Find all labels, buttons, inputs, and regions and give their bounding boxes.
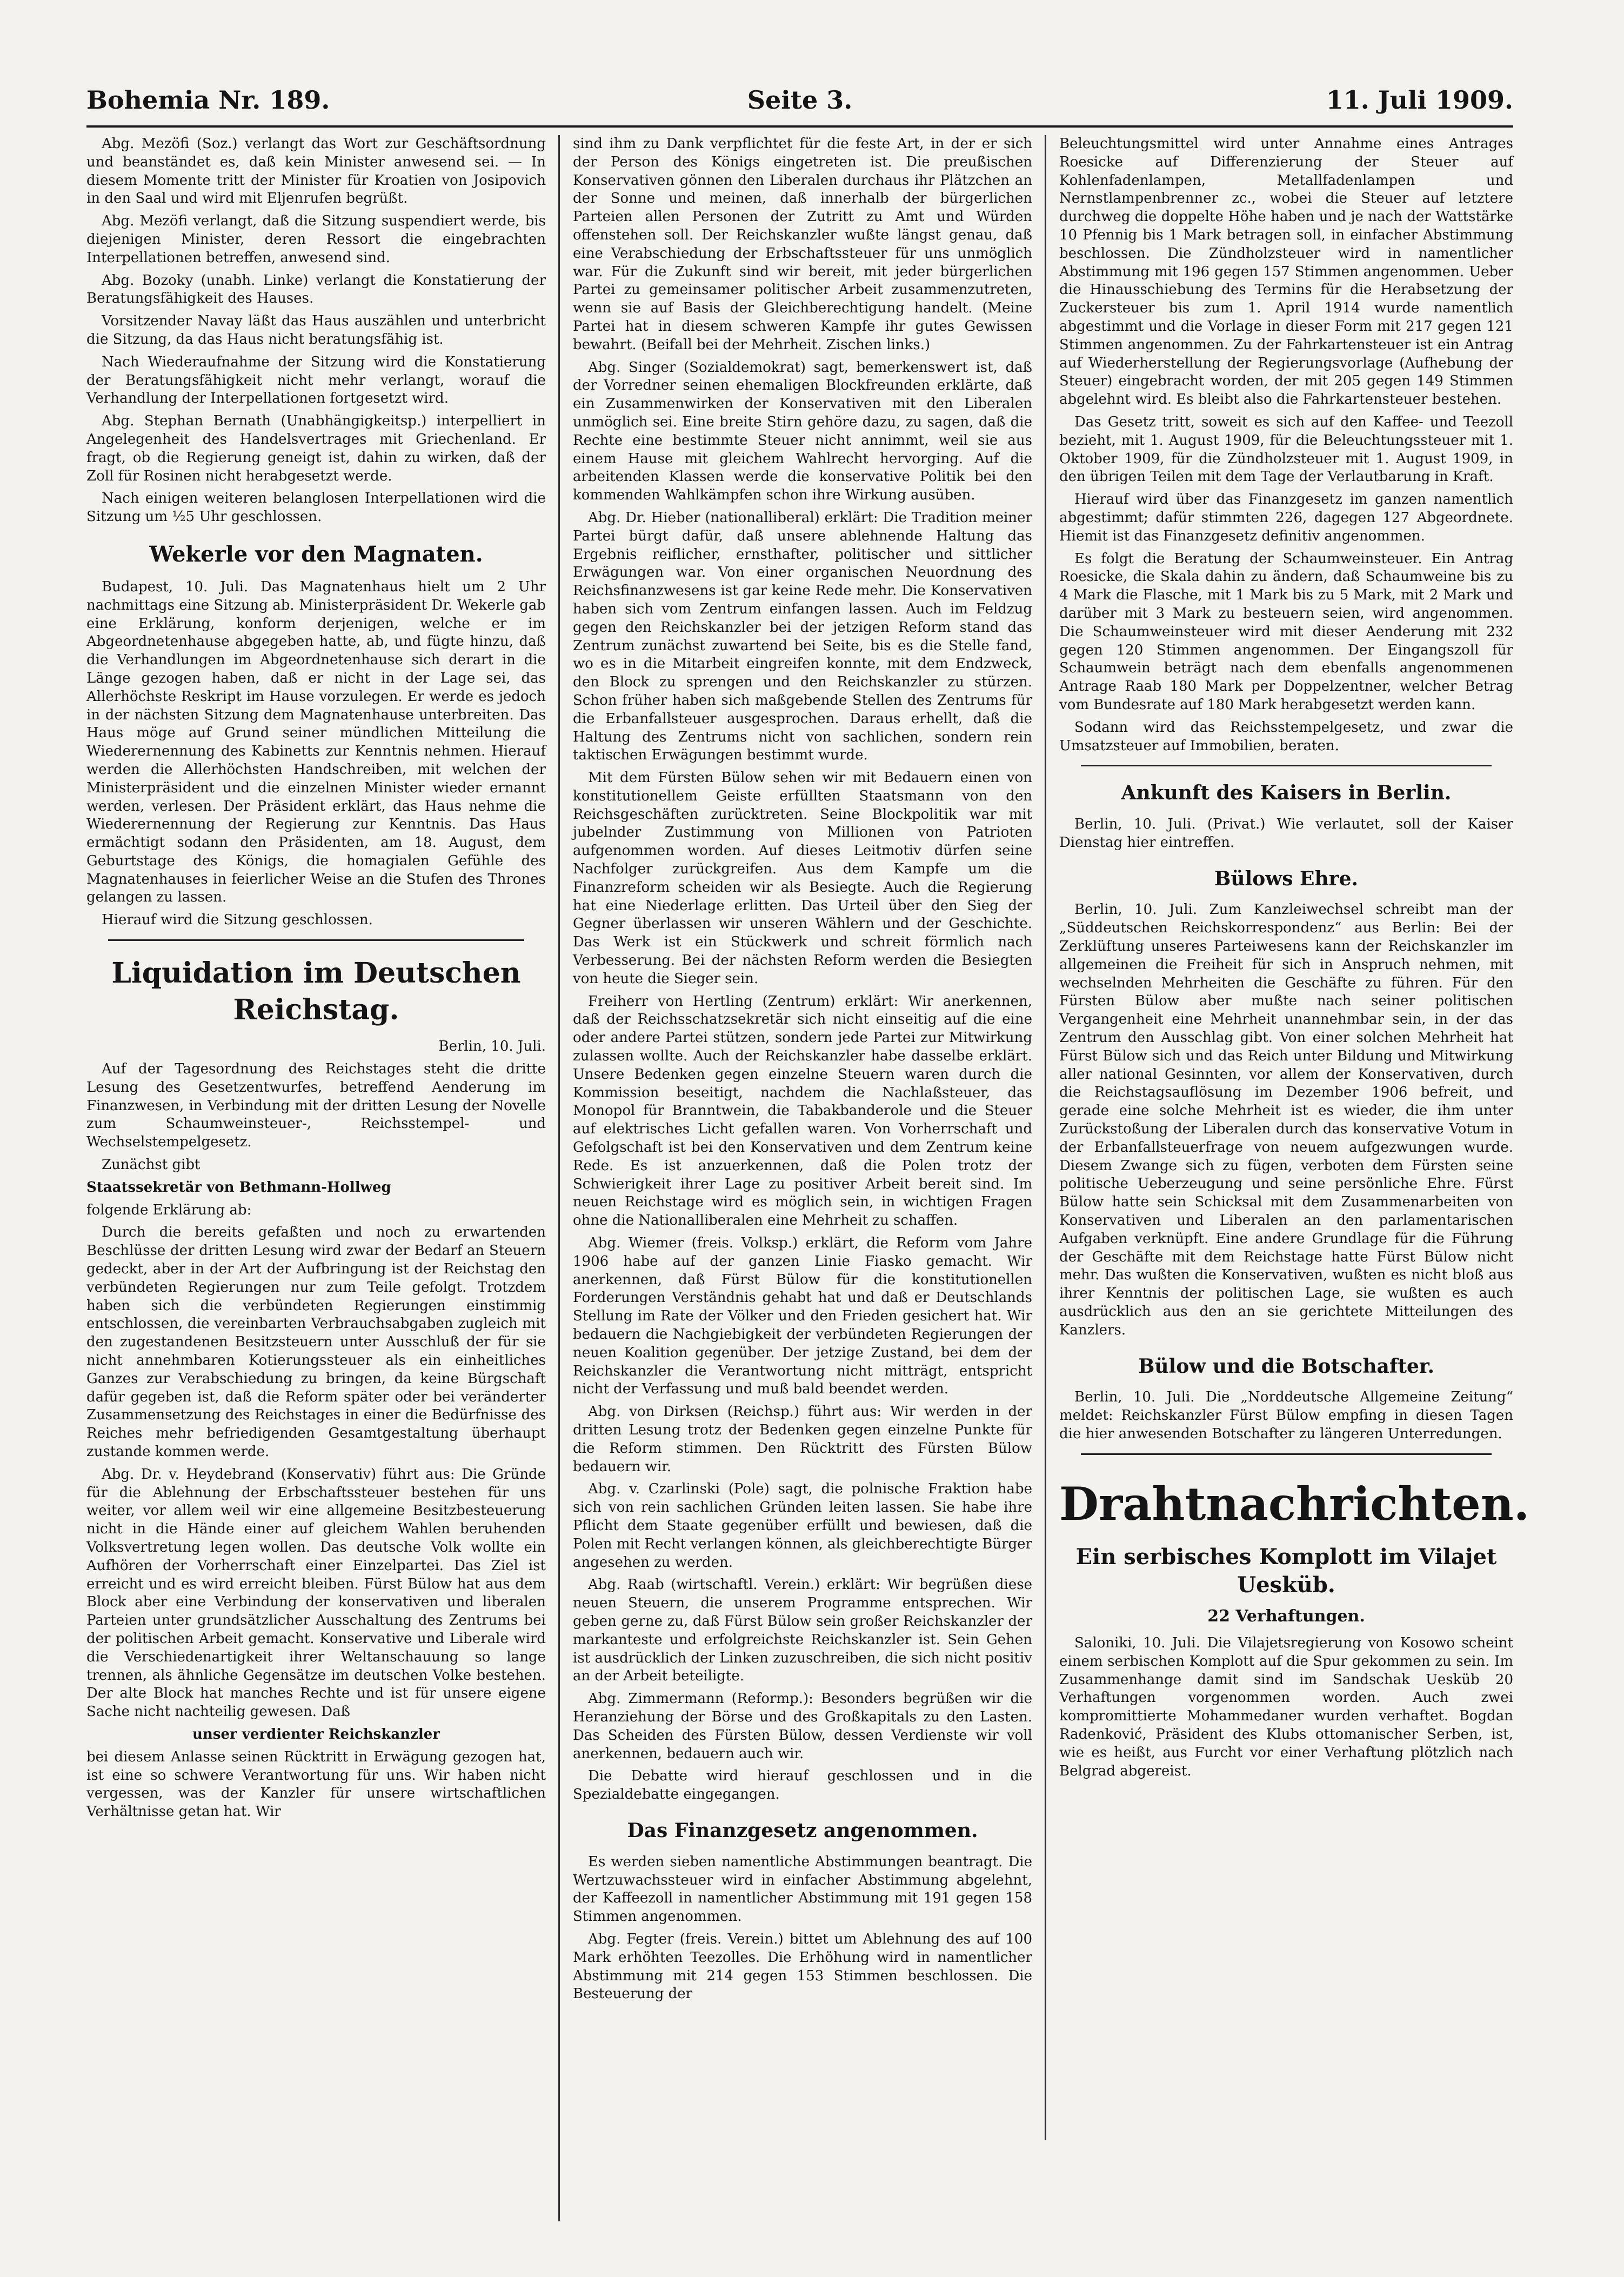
article-divider [1081,765,1492,766]
paragraph: Vorsitzender Navay läßt das Haus auszählen und unterbricht die Sitzung, da das Haus nicht beratungsfähig ist. [86,313,546,348]
paragraph: sind ihm zu Dank verpflichtet für die feste Art, in der er sich der Person des Königs eingetreten ist. Die preußischen Konservativen gönnen den Liberalen durchaus ihr Plätzchen an der Sonne und meinen, daß innerhalb der bürgerlichen Parteien allen Personen der Zutritt zu Amt und Würden offenstehen soll. Der Reichskanzler wußte längst genau, daß eine Verabschiedung der Erbschaftssteuer für uns unmöglich war. Für die Zukunft sind wir bereit, mit jeder bürgerlichen Partei zu gemeinsamer politischer Arbeit zusammenzutreten, wenn sie auf Basis der Gleichberechtigung handelt. (Meine Partei hat in diesem schweren Kampfe ihr gutes Gewissen bewahrt. (Beifall bei der Mehrheit. Zischen links.) [573,136,1032,353]
paragraph: Abg. v. Czarlinski (Pole) sagt, die polnische Fraktion habe sich von rein sachlichen Gründen leiten lassen. Sie habe ihre Pflicht dem Staate gegenüber erfüllt und bewiesen, daß die Polen mit Recht verlangen können, als gleichberechtigte Bürger angesehen zu werden. [573,1481,1032,1571]
headline-wekerle: Wekerle vor den Magnaten. [149,541,483,567]
section-divider [1081,1453,1492,1455]
paragraph: Auf der Tagesordnung des Reichstages steht die dritte Lesung des Gesetzentwurfes, betreffend Aenderung im Finanzwesen, in Verbindung mit der dritten Lesung der Novelle zum Schaumweinsteuer-, Reichsstempel- und Wechselstempelgesetz. [86,1061,546,1151]
paragraph: Abg. Dr. Hieber (nationalliberal) erklärt: Die Tradition meiner Partei bürgt dafür, daß unsere ablehnende Haltung das Ergebnis reiflicher, ernsthafter, politischer und sittlicher Erwägungen war. Von einer organischen Neuordnung des Reichsfinanzwesens ist gar keine Rede mehr. Die Konservativen haben sich vom Zentrum einfangen lassen. Auch im Feldzug gegen den Reichskanzler bei der jetzigen Reform stand das Zentrum zunächst zuwartend bei Seite, bis es die Stelle fand, wo es in die Mitarbeit eingreifen konnte, mit dem Endzweck, den Block zu sprengen und den Reichskanzler zu stürzen. Schon früher haben sich maßgebende Stellen des Zentrums für die Erbanfallsteuer ausgesprochen. Daraus erhellt, daß die Haltung des Zentrums nicht von sachlichen, sondern rein taktischen Erwägungen bestimmt wurde. [573,509,1032,764]
paragraph: Berlin, 10. Juli. Die „Norddeutsche Allgemeine Zeitung“ meldet: Reichskanzler Fürst Bülow empfing in diesen Tagen die hier anwesenden Botschafter zu längeren Unterredungen. [1059,1389,1513,1442]
column-divider-2 [1045,135,1046,2140]
section-title-drahtnachrichten: Drahtnachrichten. [1059,1477,1530,1531]
speaker-heading: Staatssekretär von Bethmann-Hollweg [86,1179,391,1196]
headline-reichstag: Liquidation im Deutschen Reichstag. [111,957,521,1026]
paragraph: Hierauf wird über das Finanzgesetz im ganzen namentlich abgestimmt; dafür stimmten 226, dagegen 127 Abgeordnete. Hiemit ist das Finanzgesetz definitiv angenommen. [1059,491,1513,544]
subheadline-verhaftungen: 22 Verhaftungen. [1207,1606,1365,1626]
paragraph: Durch die bereits gefaßten und noch zu erwartenden Beschlüsse der dritten Lesung wird zwar der Bedarf an Steuern gedeckt, aber in der Art der Aufbringung ist der Reichstag den verbündeten Regierungen nur zum Teile gefolgt. Trotzdem haben sich die verbündeten Regierungen einstimmig entschlossen, die vereinbarten Verbrauchsabgaben zugleich mit den zugestandenen Besitzsteuern unter Ausschluß der für sie nicht annehmbaren Kotierungssteuer als ein einheitliches Ganzes zur Verabschiedung zu bringen, da keine Bürgschaft dafür gegeben ist, daß die Reform später oder bei veränderter Zusammensetzung des Reichstages in einer die Bedürfnisse des Reiches mehr befriedigenden Gesamtgestaltung überhaupt zustande kommen werde. [86,1224,546,1460]
paragraph: Abg. Dr. v. Heydebrand (Konservativ) führt aus: Die Gründe für die Ablehnung der Erbschaftssteuer bestehen für uns weiter, vor allem weil wir eine allgemeine Besitzbesteuerung nicht in die Hände einer auf gleichem Wahlen beruhenden Volksvertretung legen wollen. Das deutsche Volk wollte ein Aufhören der Vorherrschaft einer Einzelpartei. Das Ziel ist erreicht und es wird erreicht bleiben. Fürst Bülow hat aus dem Block aber eine Verbindung der konservativen und liberalen Parteien unter grundsätzlicher Ausschaltung des Zentrums bei der politischen Arbeit gemacht. Konservative und Liberale wird die Verschiedenartigkeit ihrer Weltanschauung so lange trennen, als ähnliche Gegensätze im deutschen Volke bestehen. Der alte Block hat manches Rechte und ist für unsere eigene Sache nicht nachteilig gewesen. Daß [86,1466,546,1720]
paragraph: Abg. Mezöfi verlangt, daß die Sitzung suspendiert werde, bis diejenigen Minister, deren Ressort die eingebrachten Interpellationen betreffen, anwesend sind. [86,213,546,266]
paragraph: Abg. Mezöfi (Soz.) verlangt das Wort zur Geschäftsordnung und beanständet es, daß kein Minister anwesend sei. — In diesem Momente tritt der Minister für Kroatien von Josipovich in den Saal und wird mit Eljenrufen begrüßt. [86,136,546,207]
paragraph: Abg. Bozoky (unabh. Linke) verlangt die Konstatierung der Beratungsfähigkeit des Hauses. [86,272,546,307]
paragraph: Budapest, 10. Juli. Das Magnatenhaus hielt um 2 Uhr nachmittags eine Sitzung ab. Ministerpräsident Dr. Wekerle gab eine Erklärung, konform derjenigen, welche er im Abgeordnetenhause abgegeben hatte, ab, und fügte hinzu, daß die Verhandlungen im Abgeordnetenhause sich derart in die Länge gezogen haben, daß er nicht in der Lage sei, das Allerhöchste Reskript im Hause vorzulegen. Er werde es jedoch in der nächsten Sitzung dem Magnatenhause unterbreiten. Das Haus möge auf Grund seiner mündlichen Mitteilung die Wiederernennung des Kabinetts zur Kenntnis nehmen. Hierauf werden die Allerhöchsten Handschreiben, mit welchen der Ministerpräsident und die einzelnen Minister wieder ernannt werden, verlesen. Der Präsident erklärt, das Haus nehme die Wiederernennung der Regierung zur Kenntnis. Das Haus ermächtigt sodann den Präsidenten, am 18. August, dem Geburtstage des Königs, die homagialen Gefühle des Magnatenhauses in feierlicher Weise an die Stufen des Thrones gelangen zu lassen. [86,578,546,906]
headline-botschafter: Bülow und die Botschafter. [1138,1354,1435,1378]
paragraph: Freiherr von Hertling (Zentrum) erklärt: Wir anerkennen, daß der Reichsschatzsekretär sich nicht einseitig auf die eine oder andere Partei stützen, sondern jede Partei zur Mitwirkung zulassen wollte. Auch der Reichskanzler habe dasselbe erklärt. Unsere Bedenken gegen einzelne Steuern waren durch die Kommission beseitigt, nachdem die Nachlaßsteuer, das Monopol für Branntwein, die Tabakbanderole und die Steuer auf elektrisches Licht gefallen waren. Von Vorherrschaft und Gefolgschaft ist bei den Konservativen und dem Zentrum keine Rede. Es ist anzuerkennen, daß die Polen trotz der Schwierigkeit ihrer Lage zu positiver Arbeit bereit sind. Im neuen Reichstage wird es möglich sein, in wichtigen Fragen ohne die Nationalliberalen eine Mehrheit zu schaffen. [573,993,1032,1229]
paragraph: Abg. Wiemer (freis. Volksp.) erklärt, die Reform vom Jahre 1906 habe auf der ganzen Linie Fiasko gemacht. Wir anerkennen, daß Fürst Bülow für die konstitutionellen Forderungen Verständnis gehabt hat und daß er Deutschlands Stellung im Rate der Völker und den Frieden gesichert hat. Wir bedauern die Nachgiebigkeit der verbündeten Regierungen der neuen Koalition gegenüber. Der jetzige Zustand, bei dem der Reichskanzler die Verantwortung nicht mitträgt, entspricht nicht der Verfassung und muß bald beendet werden. [573,1235,1032,1398]
paragraph: Die Debatte wird hierauf geschlossen und in die Spezialdebatte eingegangen. [573,1768,1032,1803]
dateline: Berlin, 10. Juli. [438,1038,546,1055]
paragraph: Berlin, 10. Juli. (Privat.) Wie verlautet, soll der Kaiser Dienstag hier eintreffen. [1059,816,1513,851]
paragraph: Es folgt die Beratung der Schaumweinsteuer. Ein Antrag Roesicke, die Skala dahin zu ändern, daß Schaumweine bis zu 4 Mark die Flasche, mit 1 Mark bis zu 5 Mark, mit 2 Mark und darüber mit 3 Mark zu besteuern seien, wird angenommen. Die Schaumweinsteuer wird mit dieser Aenderung mit 232 gegen 120 Stimmen angenommen. Der Eingangszoll für Schaumwein beträgt nach dem ebenfalls angenommenen Antrage Raab 180 Mark per Doppelzentner, welcher Betrag vom Bundesrate auf 180 Mark herabgesetzt werden kann. [1059,550,1513,713]
paragraph: Berlin, 10. Juli. Zum Kanzleiwechsel schreibt man der „Süddeutschen Reichskorrespondenz“ aus Berlin: Bei der Zerklüftung unseres Parteiwesens kann der Reichskanzler im allgemeinen die Freiheit für sich in Anspruch nehmen, mit wechselnden Mehrheiten die Geschäfte zu führen. Für den Fürsten Bülow aber mußte nach seiner politischen Vergangenheit eine Mehrheit unannehmbar sein, in der das Zentrum den Ausschlag gibt. Von einer solchen Mehrheit hat Fürst Bülow sich und das Reich unter Bildung und Mitwirkung aller national Gesinnten, vor allem der Konservativen, durch die Reichstagsauflösung im Dezember 1906 befreit, und gerade eine solche Mehrheit ist es wieder, die ihm unter Zurückstoßung der Liberalen durch das konservative Votum in der Erbanfallsteuerfrage von neuem aufgezwungen wurde. Diesem Zwange sich zu fügen, verboten dem Fürsten seine politische Ueberzeugung und seine persönliche Ehre. Fürst Bülow hatte sein Schicksal mit dem Zusammenarbeiten von Konservativen und Liberalen an den parlamentarischen Aufgaben verknüpft. Eine andere Grundlage für die Führung der Geschäfte mit dem Reichstage hatte Fürst Bülow nicht mehr. Das wußten die Konservativen, wußten es nicht bloß aus ihrer Kenntnis der politischen Lage, sie wußten es auch ausdrücklich aus den an sie gerichtete Mitteilungen des Kanzlers. [1059,902,1513,1338]
paragraph: Nach Wiederaufnahme der Sitzung wird die Konstatierung der Beratungsfähigkeit nicht mehr verlangt, worauf die Verhandlung der Interpellationen fortgesetzt wird. [86,353,546,407]
newspaper-page [86,81,1530,2189]
paragraph: Mit dem Fürsten Bülow sehen wir mit Bedauern einen von konstitutionellem Geiste erfüllten Staatsmann von den Reichsgeschäften zurücktreten. Seine Blockpolitik war mit jubelnder Zustimmung von Millionen von Patrioten aufgenommen worden. Auf dieses Leitmotiv dürfen seine Nachfolger zurückgreifen. Aus dem Kampfe um die Finanzreform scheiden wir als Besiegte. Auch die Regierung hat eine Niederlage erlitten. Das Urteil über den Sieg der Gegner überlassen wir unseren Wählern und der Geschichte. Das Werk ist ein Stückwerk und schreit förmlich nach Verbesserung. Bei der nächsten Reform werden die Besiegten von heute die Sieger sein. [573,770,1032,987]
column-3 [1059,135,1530,2189]
column-2 [573,135,1032,2189]
paragraph: Abg. von Dirksen (Reichsp.) führt aus: Wir werden in der dritten Lesung trotz der Bedenken gegen einzelne Punkte für die Reform stimmen. Den Rücktritt des Fürsten Bülow bedauern wir. [573,1404,1032,1475]
paragraph: bei diesem Anlasse seinen Rücktritt in Erwägung gezogen hat, ist eine so schwere Verantwortung für uns. Wir haben nicht vergessen, was der Kanzler für unsere wirtschaftlichen Verhältnisse getan hat. Wir [86,1748,546,1820]
masthead-rule [86,125,1513,128]
column-1 [86,135,546,2189]
headline-kaiser: Ankunft des Kaisers in Berlin. [1121,782,1452,805]
paragraph: Es werden sieben namentliche Abstimmungen beantragt. Die Wertzuwachssteuer wird in einfacher Abstimmung abgelehnt, der Kaffeezoll in namentlicher Abstimmung mit 191 gegen 158 Stimmen angenommen. [573,1853,1032,1925]
headline-komplott: Ein serbisches Komplott im Vilajet Uesküb. [1075,1544,1497,1598]
paragraph: Hierauf wird die Sitzung geschlossen. [102,912,373,929]
paragraph: Abg. Singer (Sozialdemokrat) sagt, bemerkenswert ist, daß der Vorredner seinen ehemaligen Blockfreunden erklärte, daß ein Zusammenwirken der Konservativen mit den Liberalen unmöglich sei. Eine breite Stirn gehöre dazu, zu sagen, daß die Rechte eine bestimmte Steuer nicht annimmt, weil sie aus einem Hause mit gleichem Wahlrecht hervorging. Auf die arbeitenden Klassen werde die konservative Politik bei den kommenden Wahlkämpfen schon ihre Wirkung ausüben. [573,359,1032,504]
headline-buelows-ehre: Bülows Ehre. [1214,867,1359,890]
paragraph: Abg. Raab (wirtschaftl. Verein.) erklärt: Wir begrüßen diese neuen Steuern, die unserem Programme entsprechen. Wir geben gerne zu, daß Fürst Bülow sein großer Reichskanzler der markanteste und erfolgreichste Reichskanzler ist. Sein Gehen ist ausdrücklich der Linken zuzuschreiben, die sich nicht positiv an der Arbeit beteiligte. [573,1577,1032,1685]
issue-date: 11. Juli 1909. [1326,85,1513,115]
issue-number: Bohemia Nr. 189. [86,85,330,115]
paragraph: Abg. Stephan Bernath (Unabhängigkeitsp.) interpelliert in Angelegenheit des Handelsvertrages mit Griechenland. Er fragt, ob die Regierung geneigt ist, dahin zu wirken, daß der Zoll für Rosinen nicht herabgesetzt werde. [86,413,546,484]
masthead [86,81,1513,119]
paragraph: Abg. Fegter (freis. Verein.) bittet um Ablehnung des auf 100 Mark erhöhten Teezolles. Die Erhöhung wird in namentlicher Abstimmung mit 214 gegen 153 Stimmen beschlossen. Die Besteuerung der [573,1931,1032,2002]
paragraph: Nach einigen weiteren belanglosen Interpellationen wird die Sitzung um ½5 Uhr geschlossen. [86,490,546,525]
paragraph: Sodann wird das Reichsstempelgesetz, und zwar die Umsatzsteuer auf Immobilien, beraten. [1059,719,1513,754]
column-divider-1 [558,135,560,2221]
paragraph: Das Gesetz tritt, soweit es sich auf den Kaffee- und Teezoll bezieht, mit 1. August 1909, für die Beleuchtungssteuer mit 1. Oktober 1909, für die Zündholzsteuer mit 1. August 1909, in den übrigen Teilen mit dem Tage der Verlautbarung in Kraft. [1059,413,1513,485]
page-number: Seite 3. [747,85,853,115]
headline-finanzgesetz: Das Finanzgesetz angenommen. [627,1819,978,1842]
subheading: unser verdienter Reichskanzler [192,1726,440,1742]
paragraph: Beleuchtungsmittel wird unter Annahme eines Antrages Roesicke auf Differenzierung der Steuer auf Kohlenfadenlampen, Metallfadenlampen und Nernstlampenbrenner zc., wobei die Steuer auf letztere durchweg die doppelte Höhe haben und je nach der Wattstärke 10 Pfennig bis 1 Mark betragen soll, in einfacher Abstimmung beschlossen. Die Zündholzsteuer wird in namentlicher Abstimmung mit 196 gegen 157 Stimmen angenommen. Ueber die Hinausschiebung des Termins für die Herabsetzung der Zuckersteuer bis zum 1. April 1914 wurde namentlich abgestimmt und die Vorlage in dieser Form mit 217 gegen 121 Stimmen angenommen. Zu der Fahrkartensteuer ist ein Antrag auf Wiederherstellung der Regierungsvorlage (Aufhebung der Steuer) eingebracht worden, der mit 205 gegen 149 Stimmen abgelehnt wird. Es bleibt also die Fahrkartensteuer bestehen. [1059,136,1513,408]
paragraph: Zunächst gibt [102,1157,201,1173]
paragraph: Saloniki, 10. Juli. Die Vilajetsregierung von Kosowo scheint einem serbischen Komplott auf die Spur gekommen zu sein. Im Zusammenhange damit sind im Sandschak Uesküb 20 Verhaftungen vorgenommen worden. Auch zwei kompromittierte Mohammedaner wurden verhaftet. Bogdan Radenković, Präsident des Klubs ottomanischer Serben, ist, wie es heißt, aus Furcht vor einer Verhaftung plötzlich nach Belgrad abgereist. [1059,1634,1513,1779]
paragraph: folgende Erklärung ab: [86,1201,252,1218]
article-divider [108,939,524,941]
paragraph: Abg. Zimmermann (Reformp.): Besonders begrüßen wir die Heranziehung der Börse und des Großkapitals zu den Lasten. Das Scheiden des Fürsten Bülow, dessen Verdienste wir voll anerkennen, bedauern auch wir. [573,1691,1032,1762]
